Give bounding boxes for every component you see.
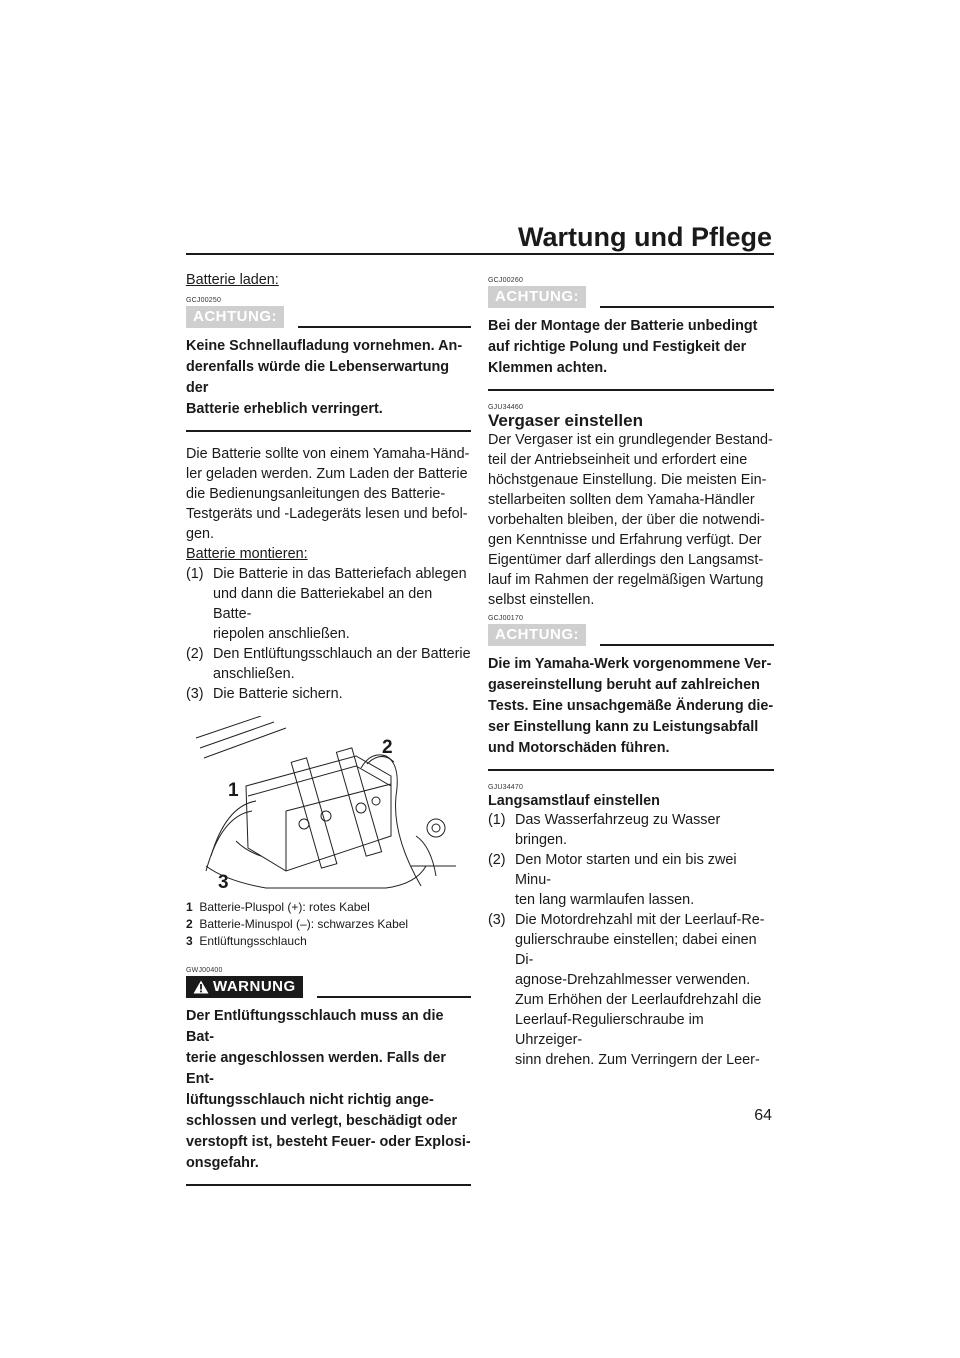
list-item: (3) Die Motordrehzahl mit der Leerlauf-Re- gulierschraube einstellen; dabei einen Di- agnose-Drehzahlmesser verwenden. Zum Erhöhen der Leerlaufdrehzahl die Leerlauf-Regulierschraube im Uhrzeiger- sinn drehen. Zum Verringern der Leer- (488, 912, 765, 1068)
warning-text: Der Entlüftungsschlauch muss an die Bat- terie angeschlossen werden. Falls der Ent- lüftungsschlauch nicht richtig ange- schlossen und verlegt, beschädigt oder verstopft ist, besteht Feuer- oder Explosi- onsgefahr. (186, 1006, 471, 1186)
left-column (186, 270, 471, 1186)
list-item: (1) Das Wasserfahrzeug zu Wasser bringen. (488, 812, 721, 848)
notice-code: GCJ00170 (488, 615, 524, 622)
callout-2: 2 (382, 737, 393, 758)
section-code: GJU34460 (488, 404, 524, 411)
callout-3: 3 (218, 872, 229, 891)
install-steps (186, 564, 471, 704)
callout-1: 1 (228, 780, 239, 801)
section-code: GJU34470 (488, 784, 524, 791)
legend-item: 1 Batterie-Pluspol (+): rotes Kabel (186, 900, 370, 914)
idle-steps (488, 810, 774, 1070)
caution-text: Die im Yamaha-Werk vorgenommene Ver- gasereinstellung beruht auf zahlreichen Tests. Eine unsachgemäße Änderung die- ser Einstellung kann zu Leistungsabfall und Motorschäden führen. (488, 654, 774, 771)
list-item: (1) Die Batterie in das Batteriefach ablegen und dann die Batteriekabel an den Batte- riepolen anschließen. (186, 566, 467, 642)
notice-header (488, 286, 774, 308)
notice-rule (600, 644, 774, 646)
list-item: (2) Den Motor starten und ein bis zwei Minu- ten lang warmlaufen lassen. (488, 852, 737, 908)
notice-rule (317, 996, 471, 998)
notice-header (488, 624, 774, 646)
figure-legend (186, 899, 471, 950)
warning-code: GWJ00400 (186, 967, 223, 974)
charge-paragraph: Die Batterie sollte von einem Yamaha-Händ- ler geladen werden. Zum Laden der Batterie die Bedienungsanleitungen des Batterie- Testgeräts und -Ladegeräts lesen und befol- gen. (186, 446, 470, 542)
caution-label: ACHTUNG: (186, 306, 284, 328)
right-column (488, 270, 774, 1070)
caution-label: ACHTUNG: (488, 286, 586, 308)
notice-code: GCJ00250 (186, 297, 222, 304)
warning-triangle-icon (193, 980, 209, 994)
notice-rule (298, 326, 471, 328)
carburetor-paragraph: Der Vergaser ist ein grundlegender Bestand- teil der Antriebseinheit und erfordert eine höchstgenaue Einstellung. Die meisten Ein- stellarbeiten sollten dem Yamaha-Händler vorbehalten bleiben, der über die notwendi- gen Kenntnisse und Erfahrung verfügt. Der Eigentümer darf allerdings den Langsamst- lauf im Rahmen der regelmäßigen Wartung selbst einstellen. (488, 432, 773, 608)
notice-code: GCJ00260 (488, 277, 524, 284)
charge-heading: Batterie laden: (186, 272, 279, 288)
warning-label: WARNUNG (186, 976, 303, 998)
list-item: (2) Den Entlüftungsschlauch an der Batterie anschließen. (186, 646, 471, 682)
section-title-idle: Langsamstlauf einstellen (488, 793, 660, 809)
notice-rule (600, 306, 774, 308)
section-title-carburetor: Vergaser einstellen (488, 411, 643, 430)
caution-text: Keine Schnellaufladung vornehmen. An- derenfalls würde die Lebenserwartung der Batterie erheblich verringert. (186, 336, 471, 432)
legend-item: 3 Entlüftungsschlauch (186, 934, 307, 948)
page-number: 64 (754, 1107, 772, 1124)
caution-text: Bei der Montage der Batterie unbedingt auf richtige Polung und Festigkeit der Klemmen achten. (488, 316, 774, 391)
battery-illustration (186, 716, 471, 891)
install-heading: Batterie montieren: (186, 546, 308, 562)
caution-label: ACHTUNG: (488, 624, 586, 646)
legend-item: 2 Batterie-Minuspol (–): schwarzes Kabel (186, 917, 409, 931)
header-rule (186, 253, 774, 255)
page-title: Wartung und Pflege (518, 222, 772, 252)
notice-header (186, 306, 471, 328)
warning-header (186, 976, 471, 998)
list-item: (3) Die Batterie sichern. (186, 686, 343, 702)
